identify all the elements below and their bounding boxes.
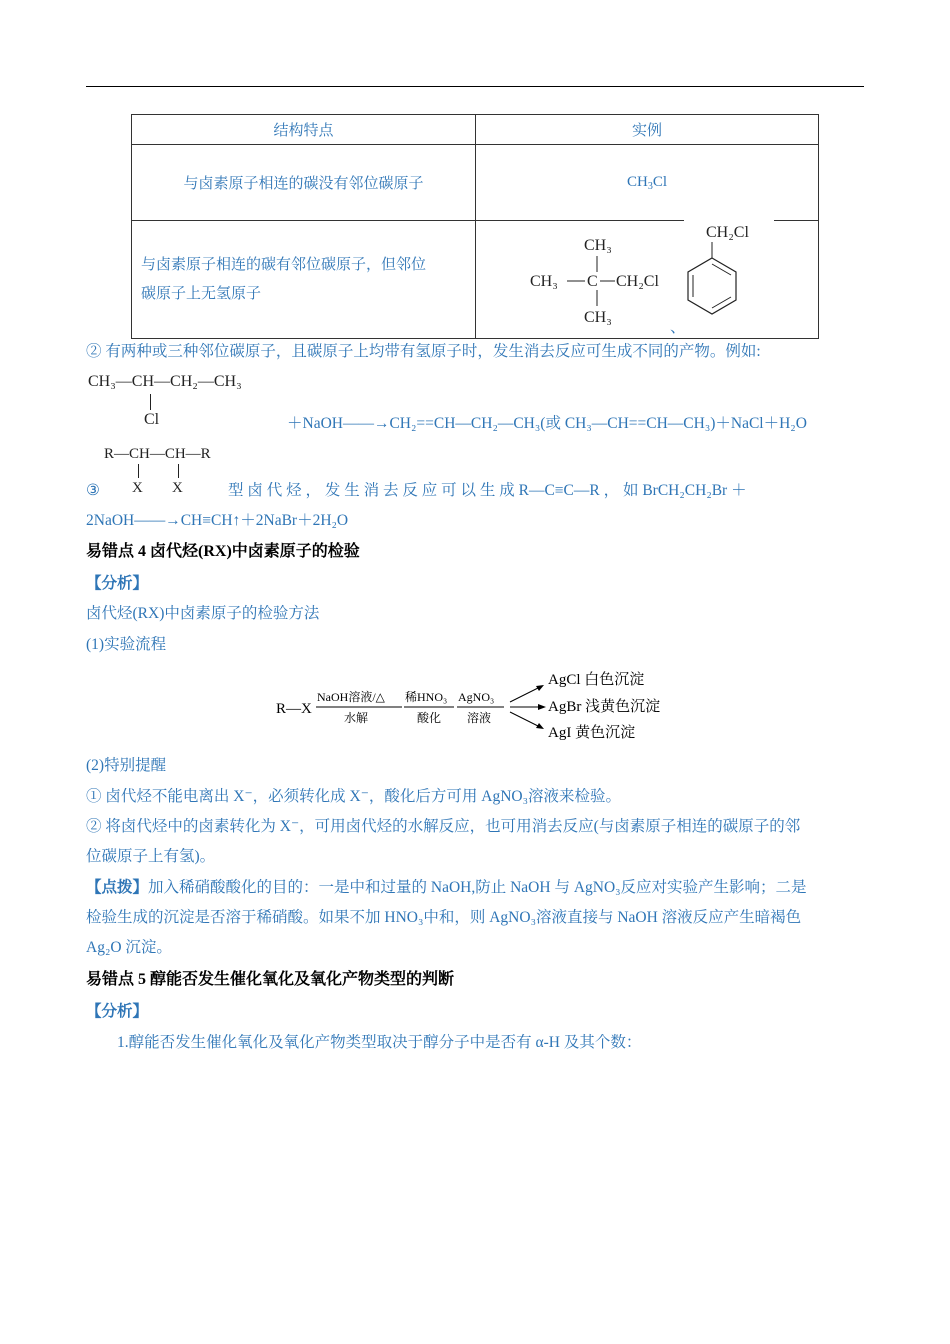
flow-step1-top: NaOH溶液/△	[317, 690, 385, 704]
struct-left-ch3: CH₃	[530, 273, 558, 290]
table-row1-example: $CH_3Cl$	[476, 145, 819, 221]
item2-bond	[150, 394, 151, 410]
item3-chain: R—CH—CH—R	[104, 446, 211, 462]
section4-note1: ① 卤代烃不能电离出 X⁻，必须转化成 X⁻，酸化后方可用 AgNO₃溶液来检验。	[86, 788, 621, 805]
flow-result-agcl: AgCl 白色沉淀	[548, 672, 645, 688]
section5-title: 易错点 5 醇能否发生催化氧化及氧化产物类型的判断	[86, 971, 455, 988]
section5-point1: 1.醇能否发生催化氧化及氧化产物类型取决于醇分子中是否有 α-H 及其个数：	[117, 1034, 642, 1051]
header-rule	[86, 86, 864, 87]
flow-start: R—X	[276, 701, 312, 717]
section4-analysis-tag: 【分析】	[86, 575, 149, 592]
neopentyl-chloride-structure	[525, 228, 675, 328]
section4-note2-line1: ② 将卤代烃中的卤素转化为 X⁻，可用卤代烃的水解反应，也可用消去反应(与卤素原子相连的碳原子的邻	[86, 818, 801, 835]
structure-separator: 、	[670, 319, 686, 336]
item3-text-line2: 2NaOH——→CH≡CH↑＋2NaBr＋2H₂O	[86, 512, 349, 529]
benzyl-substituent: CH₂Cl	[706, 224, 749, 241]
benzyl-chloride-structure	[684, 218, 774, 330]
struct-center-c: C	[587, 273, 598, 290]
item3-structure	[104, 444, 211, 496]
section4-notes-title: (2)特别提醒	[86, 757, 167, 774]
section4-tip-line1: 【点拨】加入稀硝酸酸化的目的：一是中和过量的 NaOH,防止 NaOH 与 AgNO₃反应对实验产生影响；二是	[86, 879, 807, 896]
item3-x2: X	[172, 480, 183, 496]
flow-step2-top: 稀HNO₃	[405, 690, 448, 704]
item2-equation: ＋NaOH——→CH₂==CH—CH₂—CH₃(或 CH₃—CH==CH—CH₃)＋NaCl＋H₂O	[287, 415, 807, 432]
item3-text-line1: 型 卤 代 烃 ， 发 生 消 去 反 应 可 以 生 成 R—C≡C—R ， 如 BrCH₂CH₂Br ＋	[228, 482, 747, 499]
flow-result-agbr: AgBr 浅黄色沉淀	[548, 699, 661, 715]
section4-flow-title: (1)实验流程	[86, 636, 167, 653]
section4-note2-line2: 位碳原子上有氢)。	[86, 848, 216, 865]
section4-method: 卤代烃(RX)中卤素原子的检验方法	[86, 605, 320, 622]
flow-step2-bottom: 酸化	[417, 711, 442, 725]
section5-analysis-tag: 【分析】	[86, 1003, 149, 1020]
flow-step3-top: AgNO₃	[458, 690, 495, 704]
item2-structure	[88, 372, 242, 428]
item3-x1: X	[132, 480, 143, 496]
table-row2-feature: 与卤素原子相连的碳有邻位碳原子，但邻位 碳原子上无氢原子	[132, 221, 476, 339]
item2-chain: CH₃—CH—CH₂—CH₃	[88, 373, 242, 390]
flow-step1-bottom: 水解	[344, 711, 369, 725]
struct-right-ch2cl: CH₂Cl	[616, 273, 659, 290]
section4-title: 易错点 4 卤代烃(RX)中卤素原子的检验	[86, 543, 360, 560]
tip-tag: 【点拨】	[86, 879, 149, 896]
section4-tip-line2: 检验生成的沉淀是否溶于稀硝酸。如果不加 HNO₃中和，则 AgNO₃溶液直接与 NaOH 溶液反应产生暗褐色	[86, 909, 802, 926]
struct-bottom-ch3: CH₃	[584, 309, 612, 326]
table-header-example: 实例	[476, 115, 819, 145]
item2-text: ② 有两种或三种邻位碳原子，且碳原子上均带有氢原子时，发生消去反应可生成不同的产物。例如:	[86, 343, 761, 360]
flow-result-agi: AgI 黄色沉淀	[548, 725, 636, 741]
detection-flow-diagram	[272, 660, 692, 746]
section4-tip-line3: Ag₂O 沉淀。	[86, 939, 172, 956]
flow-step3-bottom: 溶液	[467, 711, 492, 725]
struct-top-ch3: CH₃	[584, 237, 612, 254]
item2-cl: Cl	[144, 411, 160, 428]
item3-marker: ③	[86, 482, 100, 499]
table-row1-feature: 与卤素原子相连的碳没有邻位碳原子	[132, 145, 476, 221]
table-header-feature: 结构特点	[132, 115, 476, 145]
